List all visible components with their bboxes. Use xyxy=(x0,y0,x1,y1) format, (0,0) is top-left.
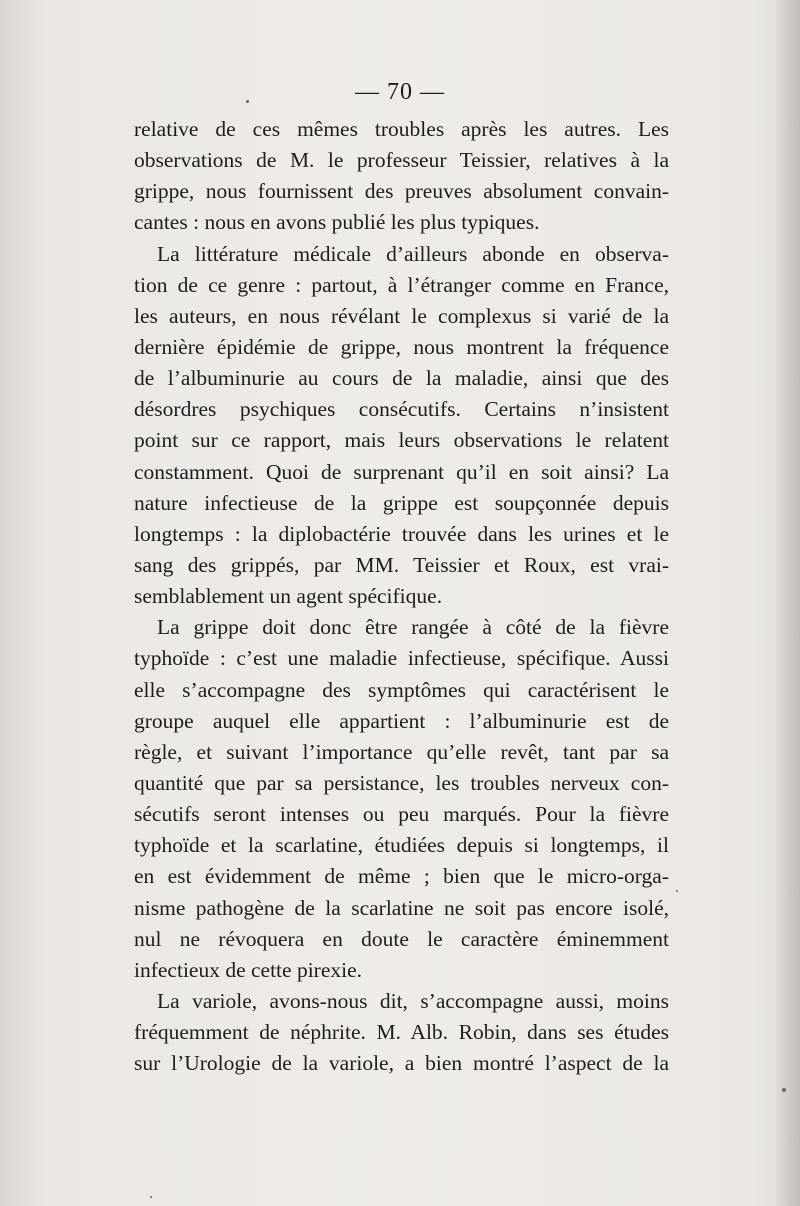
text-line: règle, et suivant l’importance qu’elle revêt, tant par sa xyxy=(134,739,669,764)
page-number: — 70 — xyxy=(355,79,445,105)
text-line: nul ne révoquera en doute le caractère éminemment xyxy=(134,926,669,951)
text-line: grippe, nous fournissent des preuves absolument convain- xyxy=(134,179,669,204)
paragraph-start-line: La variole, avons-nous dit, s’accompagne aussi, moins xyxy=(157,988,669,1013)
text-line: observations de M. le professeur Teissier, relatives à la xyxy=(134,148,669,173)
text-line: relative de ces mêmes troubles après les autres. Les xyxy=(134,117,669,141)
text-line: infectieux de cette pirexie. xyxy=(134,957,363,982)
text-line: nature infectieuse de la grippe est soupçonnée depuis xyxy=(134,490,669,515)
text-line: sécutifs seront intenses ou peu marqués. Pour la fièvre xyxy=(134,802,669,827)
text-line: sur l’Urologie de la variole, a bien montré l’aspect de la xyxy=(134,1051,669,1076)
page-edge-shadow xyxy=(774,0,800,1206)
text-line: constamment. Quoi de surprenant qu’il en soit ainsi? La xyxy=(134,459,669,484)
body-text xyxy=(134,114,669,1079)
text-line: typhoïde et la scarlatine, étudiées depuis si longtemps, il xyxy=(134,833,669,858)
paragraph-start-line: La grippe doit donc être rangée à côté de la fièvre xyxy=(157,615,669,640)
text-line: en est évidemment de même ; bien que le micro-orga- xyxy=(134,864,669,889)
text-line: fréquemment de néphrite. M. Alb. Robin, dans ses études xyxy=(134,1020,669,1045)
ink-speck xyxy=(676,890,678,892)
text-line: quantité que par sa persistance, les troubles nerveux con- xyxy=(134,770,669,795)
ink-speck xyxy=(782,1088,786,1092)
text-line: typhoïde : c’est une maladie infectieuse, spécifique. Aussi xyxy=(134,646,669,671)
text-line: les auteurs, en nous révélant le complexus si varié de la xyxy=(134,303,669,328)
paragraph-start-line: La littérature médicale d’ailleurs abonde en observa- xyxy=(157,241,669,266)
text-line: nisme pathogène de la scarlatine ne soit pas encore isolé, xyxy=(134,895,669,920)
text-line: longtemps : la diplobactérie trouvée dans les urines et le xyxy=(134,521,669,546)
text-line: groupe auquel elle appartient : l’albuminurie est de xyxy=(134,708,669,733)
text-line: tion de ce genre : partout, à l’étranger comme en France, xyxy=(134,272,669,297)
text-line: cantes : nous en avons publié les plus typiques. xyxy=(134,210,540,235)
ink-speck xyxy=(246,100,249,103)
text-line: semblablement un agent spécifique. xyxy=(134,584,443,609)
text-line: sang des grippés, par MM. Teissier et Roux, est vrai- xyxy=(134,552,669,577)
text-line: elle s’accompagne des symptômes qui caractérisent le xyxy=(134,677,669,702)
text-line: point sur ce rapport, mais leurs observations le relatent xyxy=(134,428,669,453)
ink-speck xyxy=(150,1196,152,1198)
text-line: de l’albuminurie au cours de la maladie, ainsi que des xyxy=(134,366,669,391)
text-line: dernière épidémie de grippe, nous montrent la fréquence xyxy=(134,334,669,359)
text-line: désordres psychiques consécutifs. Certains n’insistent xyxy=(134,397,669,422)
